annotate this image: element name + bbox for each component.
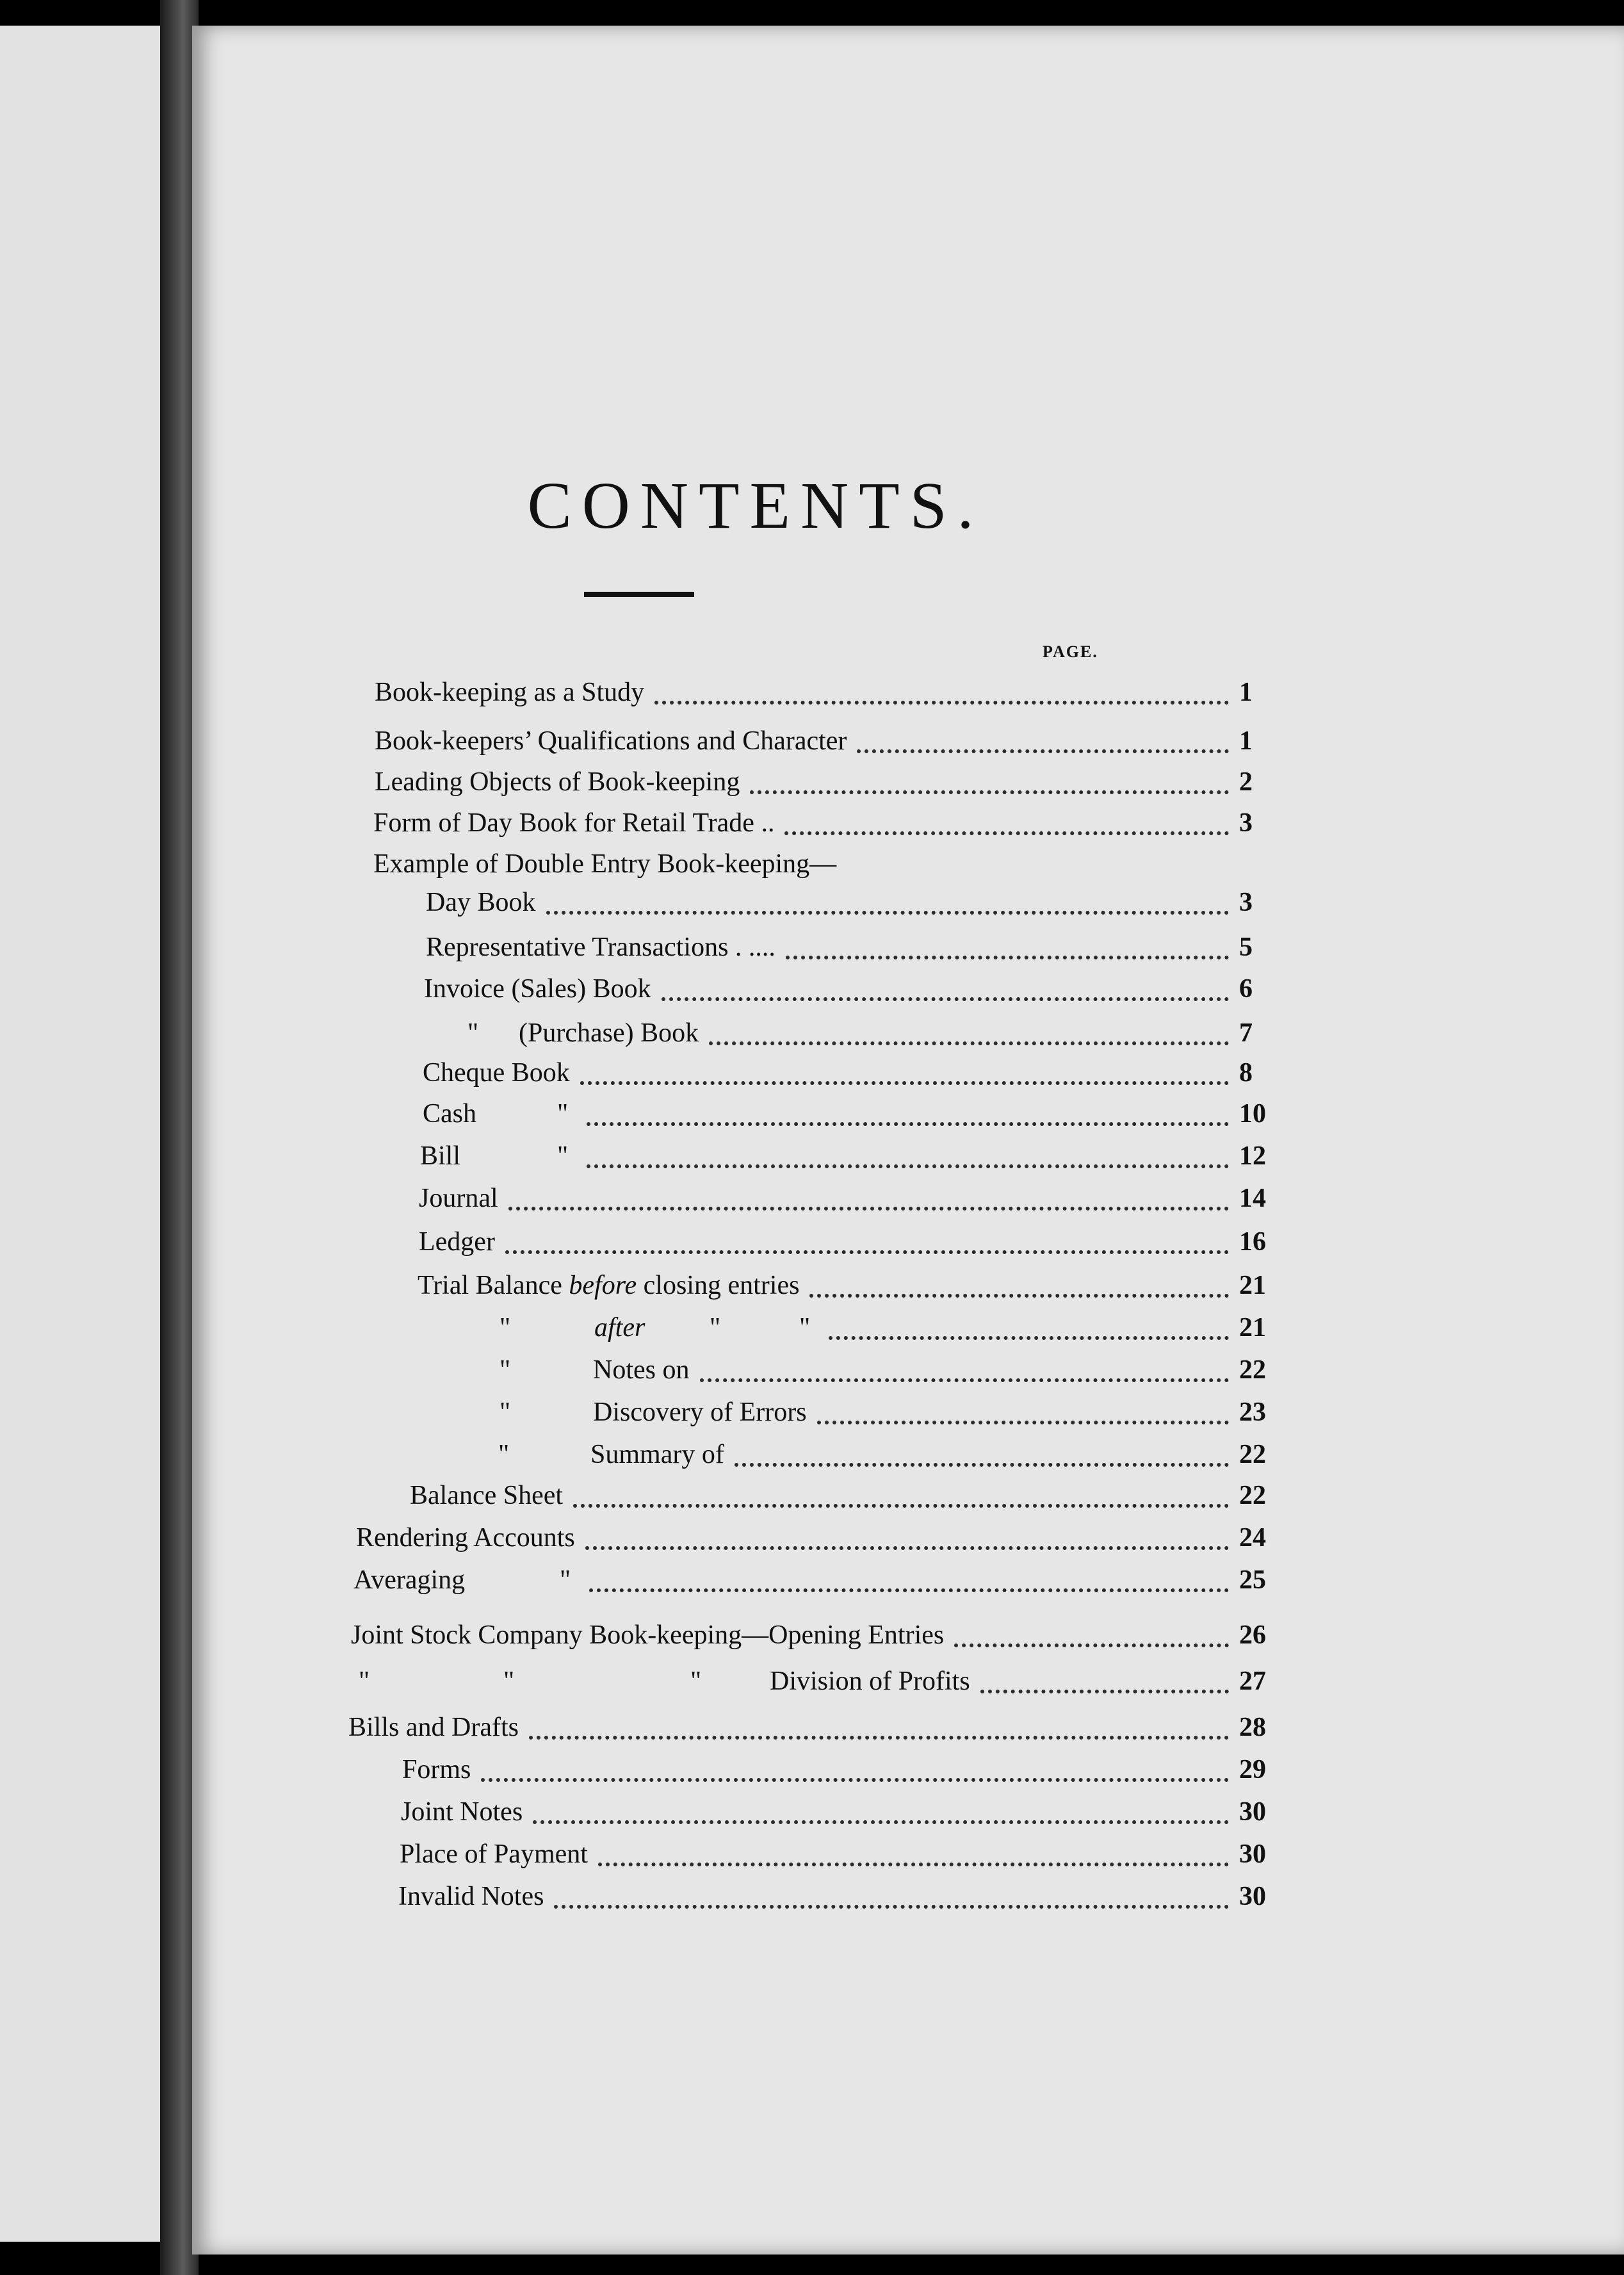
page-number: 21	[1239, 1313, 1266, 1342]
toc-entry	[499, 1391, 1271, 1433]
page-number: 1	[1239, 678, 1253, 707]
contents-title: CONTENTS.	[527, 469, 984, 542]
page-number: 5	[1239, 933, 1253, 962]
title-rule	[584, 592, 694, 597]
toc-entry	[400, 1833, 1271, 1875]
ditto-mark: "	[690, 1667, 702, 1696]
ditto-mark: "	[499, 1313, 511, 1342]
entry-title-emphasis: before	[569, 1271, 637, 1300]
entry-title: Cheque Book	[423, 1058, 570, 1088]
ditto-mark: "	[499, 1398, 511, 1427]
toc-entry	[353, 1559, 1271, 1601]
toc-entry	[401, 1791, 1271, 1833]
page-number: 22	[1239, 1481, 1266, 1510]
page-number: 14	[1239, 1184, 1266, 1213]
toc-entry	[375, 671, 1271, 713]
toc-entry	[467, 1012, 1271, 1054]
page-number: 30	[1239, 1839, 1266, 1869]
dot-leader	[546, 890, 1230, 915]
page-number: 8	[1239, 1058, 1253, 1088]
page-number: 26	[1239, 1620, 1266, 1650]
dot-leader	[654, 680, 1229, 705]
toc-entry	[375, 761, 1271, 803]
toc-entry	[419, 1177, 1271, 1219]
dot-leader	[587, 1102, 1229, 1126]
ditto-mark: "	[503, 1667, 515, 1696]
entry-title: Notes on	[593, 1355, 690, 1385]
entry-title: Book-keepers’ Qualifications and Character	[375, 726, 847, 756]
toc-entry	[418, 1264, 1271, 1307]
entry-title: Averaging	[353, 1565, 466, 1595]
page-number: 22	[1239, 1440, 1266, 1469]
page-number: 23	[1239, 1398, 1266, 1427]
toc-section-heading	[373, 843, 1271, 885]
entry-title: Cash	[423, 1099, 476, 1129]
dot-leader	[508, 1186, 1229, 1211]
entry-title: Day Book	[426, 888, 536, 917]
page-number: 22	[1239, 1355, 1266, 1385]
page-number: 12	[1239, 1141, 1266, 1171]
entry-title: Ledger	[419, 1227, 495, 1257]
toc-entry	[359, 1660, 1271, 1702]
toc-entry	[423, 1052, 1271, 1094]
entry-title: Invalid Notes	[398, 1882, 544, 1911]
toc-entry	[398, 1875, 1271, 1918]
page-number: 2	[1239, 767, 1253, 797]
dot-leader	[809, 1273, 1229, 1298]
dot-leader	[554, 1884, 1229, 1909]
page-number: 6	[1239, 974, 1253, 1004]
dot-leader	[750, 770, 1229, 794]
toc-entry	[410, 1474, 1271, 1517]
ditto-mark: "	[799, 1313, 811, 1342]
page-number: 1	[1239, 726, 1253, 756]
entry-title: Leading Objects of Book-keeping	[375, 767, 740, 797]
dot-leader	[954, 1623, 1229, 1647]
entry-title-emphasis: after	[594, 1313, 646, 1342]
page-number: 30	[1239, 1797, 1266, 1827]
dot-leader	[585, 1526, 1229, 1550]
toc-entry	[423, 1093, 1271, 1135]
page-number: 28	[1239, 1713, 1266, 1742]
dot-leader	[786, 935, 1229, 959]
dot-leader	[587, 1144, 1229, 1168]
toc-entry	[426, 881, 1271, 924]
dot-leader	[598, 1842, 1229, 1866]
entry-title: Bill	[420, 1141, 461, 1171]
toc-entry	[498, 1433, 1271, 1476]
dot-leader	[857, 729, 1229, 753]
entry-title: Representative Transactions . ....	[426, 933, 775, 962]
entry-title-prefix: Trial Balance	[418, 1271, 569, 1300]
entry-title: Discovery of Errors	[593, 1398, 807, 1427]
entry-title: Joint Notes	[401, 1797, 523, 1827]
toc-entry	[499, 1307, 1271, 1349]
dot-leader	[481, 1757, 1229, 1782]
toc-entry	[402, 1749, 1271, 1791]
entry-title: (Purchase) Book	[519, 1018, 699, 1048]
toc-entry	[373, 802, 1271, 844]
entry-title: Division of Profits	[770, 1667, 970, 1696]
ditto-mark: "	[467, 1018, 479, 1048]
toc-entry	[420, 1135, 1271, 1177]
dot-leader	[533, 1800, 1229, 1824]
ditto-mark: "	[499, 1355, 511, 1385]
facing-page-edge	[0, 26, 160, 2242]
page-number: 25	[1239, 1565, 1266, 1595]
page-number: 3	[1239, 808, 1253, 838]
dot-leader	[589, 1568, 1229, 1592]
page-number: 16	[1239, 1227, 1266, 1257]
entry-title: Journal	[419, 1184, 498, 1213]
dot-leader	[735, 1442, 1229, 1467]
toc-entry	[499, 1349, 1271, 1391]
page-column-header: PAGE.	[1043, 642, 1098, 661]
entry-title: Forms	[402, 1755, 471, 1784]
dot-leader	[529, 1715, 1229, 1740]
page-number: 27	[1239, 1667, 1266, 1696]
page-number: 3	[1239, 888, 1253, 917]
dot-leader	[829, 1316, 1229, 1340]
entry-title: Balance Sheet	[410, 1481, 564, 1510]
entry-title: Invoice (Sales) Book	[424, 974, 651, 1004]
entry-title: Example of Double Entry Book-keeping—	[373, 849, 837, 879]
dot-leader	[709, 1021, 1229, 1045]
entry-title: Place of Payment	[400, 1839, 588, 1869]
ditto-mark: "	[560, 1565, 571, 1595]
entry-title: Form of Day Book for Retail Trade ..	[373, 808, 775, 838]
entry-title: Rendering Accounts	[356, 1523, 575, 1553]
dot-leader	[573, 1483, 1229, 1508]
entry-title-suffix: closing entries	[637, 1271, 800, 1300]
ditto-mark: "	[359, 1667, 370, 1696]
ditto-mark: "	[557, 1141, 569, 1171]
dot-leader	[505, 1230, 1229, 1254]
dot-leader	[662, 977, 1229, 1001]
toc-entry	[375, 720, 1271, 762]
dot-leader	[817, 1400, 1229, 1424]
toc-entry	[351, 1614, 1271, 1656]
toc-entry	[424, 968, 1271, 1010]
dot-leader	[700, 1358, 1230, 1382]
page-number: 29	[1239, 1755, 1266, 1784]
entry-title: Bills and Drafts	[348, 1713, 519, 1742]
dot-leader	[784, 811, 1229, 835]
page-number: 30	[1239, 1882, 1266, 1911]
ditto-mark: "	[498, 1440, 510, 1469]
toc-entry	[348, 1706, 1271, 1749]
toc-entry	[426, 926, 1271, 968]
dot-leader	[980, 1669, 1229, 1693]
toc-entry	[419, 1221, 1271, 1263]
page-number: 21	[1239, 1271, 1266, 1300]
page-number: 24	[1239, 1523, 1266, 1553]
entry-title: Book-keeping as a Study	[375, 678, 645, 707]
page-number: 10	[1239, 1099, 1266, 1129]
ditto-mark: "	[710, 1313, 721, 1342]
ditto-mark: "	[557, 1099, 569, 1129]
entry-title: Summary of	[590, 1440, 724, 1469]
page-number: 7	[1239, 1018, 1253, 1048]
entry-title: Joint Stock Company Book-keeping—Opening Entries	[351, 1620, 945, 1650]
toc-entry	[356, 1517, 1271, 1559]
dot-leader	[580, 1061, 1229, 1085]
